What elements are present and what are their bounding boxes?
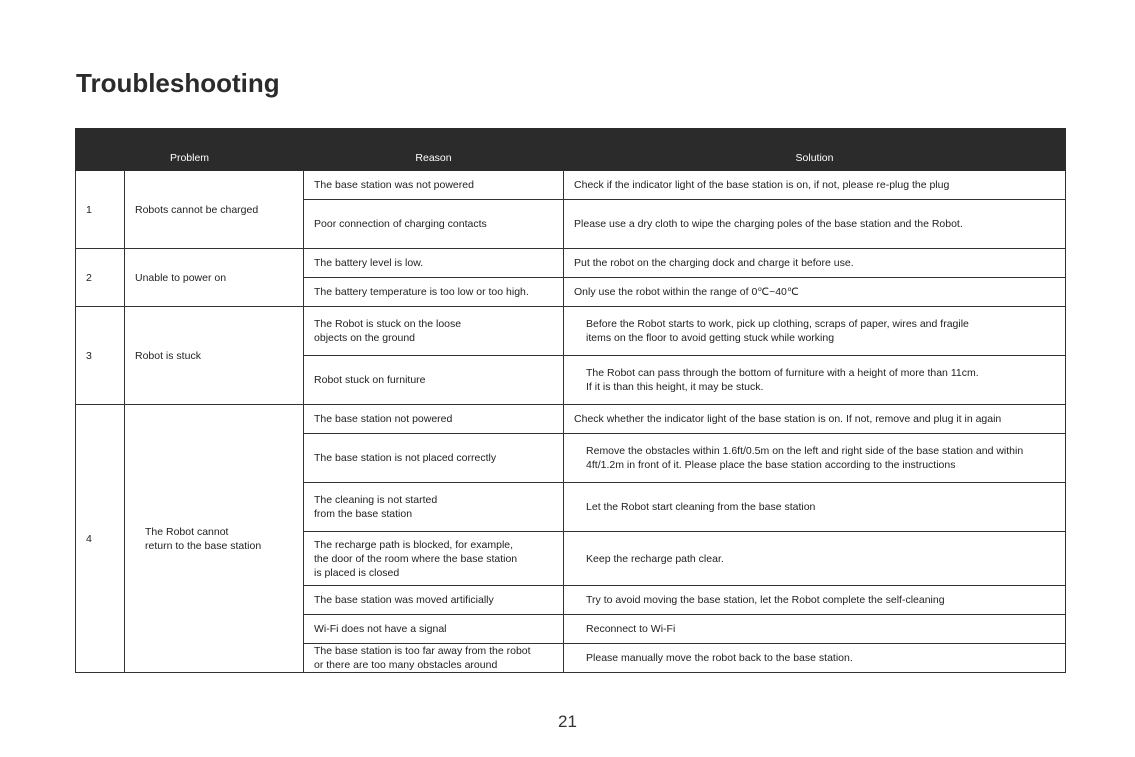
solution-cell: Check whether the indicator light of the base station is on. If not, remove and plug it in again	[564, 405, 1066, 434]
reason-cell	[304, 644, 564, 673]
page-number: 21	[558, 712, 577, 731]
header-reason: Reason	[304, 129, 564, 171]
reason-cell: The base station was moved artificially	[304, 586, 564, 615]
table-row	[76, 405, 1066, 434]
problem-line: return to the base station	[145, 539, 262, 552]
solution-cell: Put the robot on the charging dock and charge it before use.	[564, 249, 1066, 278]
reason-line: the door of the room where the base station	[314, 552, 518, 565]
solution-cell: Try to avoid moving the base station, let the Robot complete the self-cleaning	[564, 586, 1066, 615]
table-row	[76, 307, 1066, 356]
problem-cell: Robot is stuck	[125, 307, 304, 405]
reason-line: The base station is too far away from the robot	[314, 645, 531, 657]
problem-cell	[125, 405, 304, 673]
page-title: Troubleshooting	[76, 68, 280, 98]
problem-number: 1	[76, 171, 125, 249]
problem-number: 2	[76, 249, 125, 307]
solution-cell	[564, 356, 1066, 405]
reason-line: objects on the ground	[314, 332, 416, 344]
solution-line: If it is than this height, it may be stuck.	[586, 381, 764, 393]
solution-cell: Let the Robot start cleaning from the base station	[564, 483, 1066, 532]
solution-cell: Please use a dry cloth to wipe the charging poles of the base station and the Robot.	[564, 200, 1066, 249]
solution-line: The Robot can pass through the bottom of furniture with a height of more than 11cm.	[586, 367, 979, 379]
reason-line: The cleaning is not started	[314, 494, 438, 506]
reason-cell: The battery level is low.	[304, 249, 564, 278]
table-row	[76, 171, 1066, 200]
solution-cell	[564, 307, 1066, 356]
header-problem: Problem	[76, 129, 304, 171]
problem-number: 3	[76, 307, 125, 405]
solution-line: Remove the obstacles within 1.6ft/0.5m on the left and right side of the base station and within	[586, 445, 1024, 457]
troubleshooting-table	[75, 128, 1066, 673]
solution-line: items on the floor to avoid getting stuck while working	[586, 332, 835, 344]
reason-line: The Robot is stuck on the loose	[314, 318, 462, 330]
header-solution: Solution	[564, 129, 1066, 171]
solution-cell: Keep the recharge path clear.	[564, 532, 1066, 586]
reason-cell	[304, 483, 564, 532]
solution-cell: Reconnect to Wi-Fi	[564, 615, 1066, 644]
solution-cell: Only use the robot within the range of 0℃~40℃	[564, 278, 1066, 307]
table-row	[76, 249, 1066, 278]
solution-line: Before the Robot starts to work, pick up clothing, scraps of paper, wires and fragile	[586, 318, 969, 330]
reason-cell: The base station was not powered	[304, 171, 564, 200]
problem-cell: Robots cannot be charged	[125, 171, 304, 249]
solution-cell: Check if the indicator light of the base station is on, if not, please re-plug the plug	[564, 171, 1066, 200]
reason-line: from the base station	[314, 508, 413, 520]
reason-cell: The base station not powered	[304, 405, 564, 434]
reason-cell: Wi-Fi does not have a signal	[304, 615, 564, 644]
reason-cell: The base station is not placed correctly	[304, 434, 564, 483]
reason-cell	[304, 532, 564, 586]
table-header-row	[76, 129, 1066, 171]
solution-line: 4ft/1.2m in front of it. Please place the base station according to the instructions	[586, 459, 956, 471]
reason-line: or there are too many obstacles around	[314, 659, 498, 671]
problem-number: 4	[76, 405, 125, 673]
solution-cell	[564, 434, 1066, 483]
reason-cell	[304, 307, 564, 356]
reason-line: The recharge path is blocked, for example,	[314, 538, 514, 551]
solution-cell: Please manually move the robot back to the base station.	[564, 644, 1066, 673]
reason-line: is placed is closed	[314, 566, 400, 579]
reason-cell: Poor connection of charging contacts	[304, 200, 564, 249]
reason-cell: The battery temperature is too low or too high.	[304, 278, 564, 307]
problem-line: The Robot cannot	[145, 525, 229, 538]
problem-cell: Unable to power on	[125, 249, 304, 307]
reason-cell: Robot stuck on furniture	[304, 356, 564, 405]
